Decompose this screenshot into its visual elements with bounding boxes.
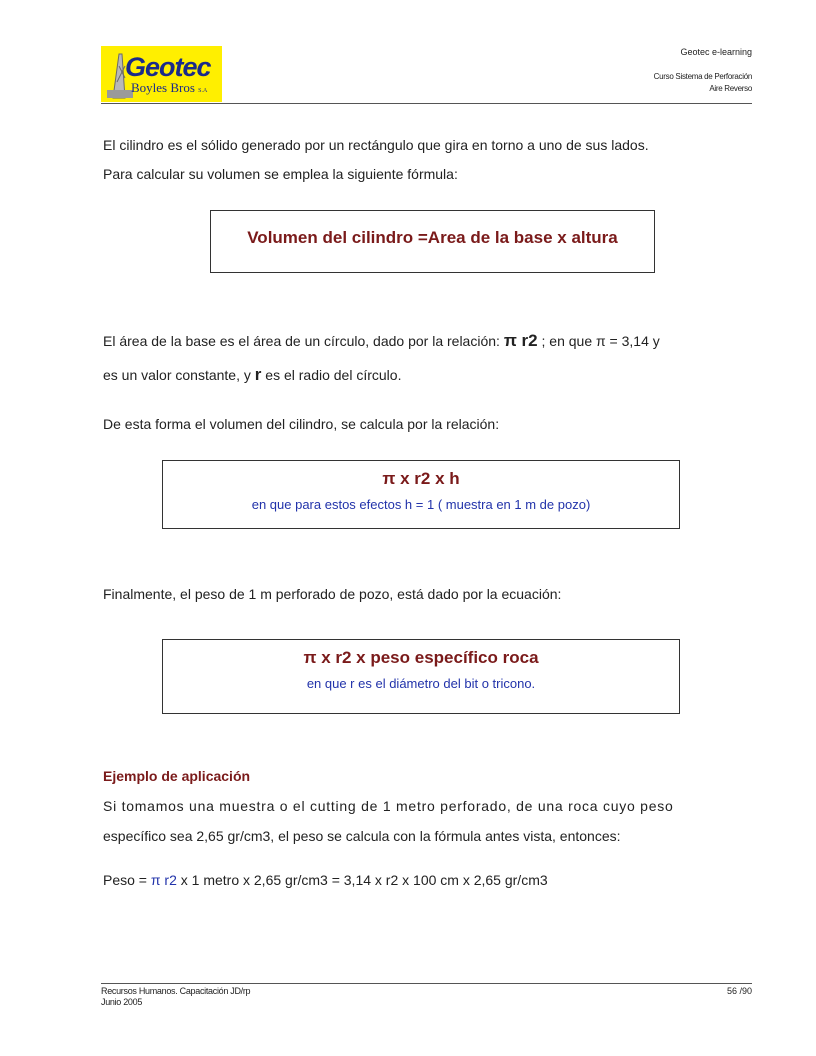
- footer-divider: [101, 983, 752, 984]
- logo-name: Geotec: [125, 52, 211, 82]
- header-divider: [101, 103, 752, 104]
- footer-credits: Recursos Humanos. Capacitación JD/rp Junio 2005: [101, 986, 251, 1007]
- volume-relation-text: De esta forma el volumen del cilindro, se calcula por la relación:: [103, 416, 500, 432]
- volume-equation-box: [162, 460, 680, 529]
- example-calculation: Peso = π r2 x 1 metro x 2,65 gr/cm3 = 3,14 x r2 x 100 cm x 2,65 gr/cm3: [103, 872, 548, 888]
- weight-equation-box: [162, 639, 680, 714]
- example-line-1: Si tomamos una muestra o el cutting de 1 metro perforado, de una roca cuyo peso: [103, 798, 674, 814]
- page-number: 56 /90: [726, 986, 752, 996]
- volume-equation: π x r2 x h: [382, 469, 460, 488]
- logo-subtitle: Boyles Bros S.A: [131, 80, 208, 95]
- example-line-2: específico sea 2,65 gr/cm3, el peso se calcula con la fórmula antes vista, entonces:: [103, 828, 621, 844]
- header-course-title: Geotec e-learning: [680, 47, 752, 57]
- base-area-line-2: es un valor constante, y r es el radio del círculo.: [103, 365, 402, 384]
- header-course-topic: Aire Reverso: [709, 84, 752, 93]
- weight-equation-note: en que r es el diámetro del bit o tricono.: [306, 676, 536, 691]
- volume-formula: Volumen del cilindro =Area de la base x altura: [247, 228, 618, 247]
- base-area-line-1: El área de la base es el área de un círculo, dado por la relación: π r2 ; en que π = 3,14 y: [103, 331, 660, 350]
- company-logo: [101, 46, 222, 102]
- volume-equation-note: en que para estos efectos h = 1 ( muestra en 1 m de pozo): [251, 497, 591, 512]
- intro-line-2: Para calcular su volumen se emplea la siguiente fórmula:: [103, 166, 458, 182]
- weight-equation: π x r2 x peso específico roca: [303, 648, 539, 667]
- intro-line-1: El cilindro es el sólido generado por un rectángulo que gira en torno a uno de sus lados.: [103, 137, 649, 153]
- volume-formula-box: [210, 210, 655, 273]
- header-course-name: Curso Sistema de Perforación: [653, 72, 752, 81]
- weight-relation-text: Finalmente, el peso de 1 m perforado de pozo, está dado por la ecuación:: [103, 586, 562, 602]
- example-heading: Ejemplo de aplicación: [103, 768, 251, 784]
